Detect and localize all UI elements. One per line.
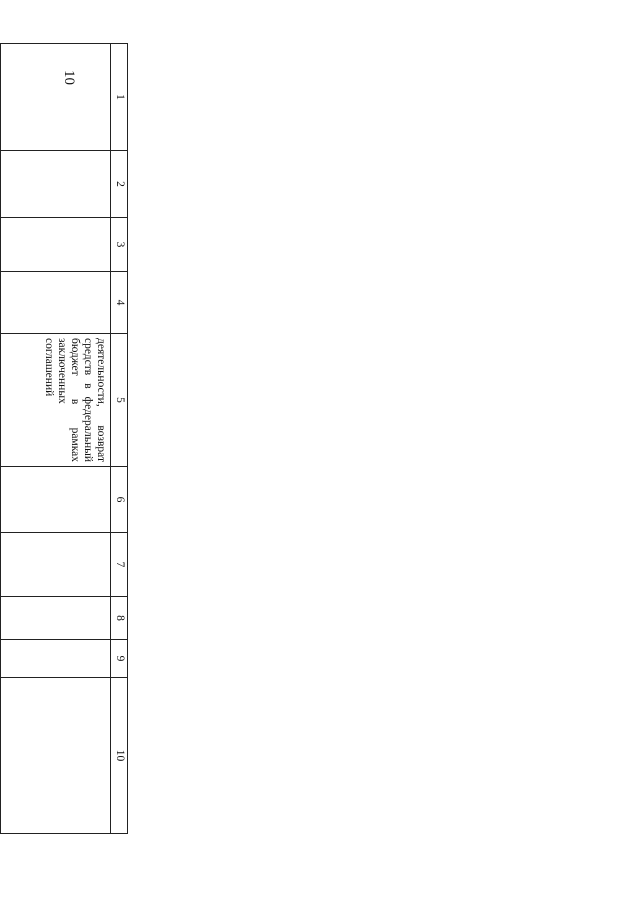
col-header-2: 2 [111,151,128,218]
cell-start-year [1,218,111,272]
col-header-3: 3 [111,218,128,272]
rotated-table-page [0,43,128,833]
cell-end-year [0,272,1,334]
table-row [0,44,1,834]
col-header-5: 5 [111,334,128,467]
cell-value-8 [0,597,1,640]
col-header-1: 1 [111,44,128,151]
col-header-8: 8 [111,597,128,640]
cell-value-9 [0,640,1,678]
cell-value-10 [0,678,1,834]
cell-value-10 [1,678,111,834]
cell-result: деятельности, возврат средств в федеральный бюджет в рамках заключенных соглашений [1,334,111,467]
cell-budget-code [0,467,1,533]
activities-table [0,43,128,834]
col-header-9: 9 [111,640,128,678]
cell-value-7 [1,533,111,597]
cell-budget-code [1,467,111,533]
cell-activity [0,44,1,151]
column-number-row [111,44,128,834]
cell-result [0,334,1,467]
col-header-7: 7 [111,533,128,597]
col-header-6: 6 [111,467,128,533]
cell-activity [1,44,111,151]
col-header-10: 10 [111,678,128,834]
cell-value-9 [1,640,111,678]
cell-start-year [0,218,1,272]
cell-value-7 [0,533,1,597]
table-row [1,44,111,834]
cell-value-8 [1,597,111,640]
page-number: 10 [61,70,77,85]
cell-executor [1,151,111,218]
col-header-4: 4 [111,272,128,334]
cell-end-year [1,272,111,334]
cell-executor [0,151,1,218]
